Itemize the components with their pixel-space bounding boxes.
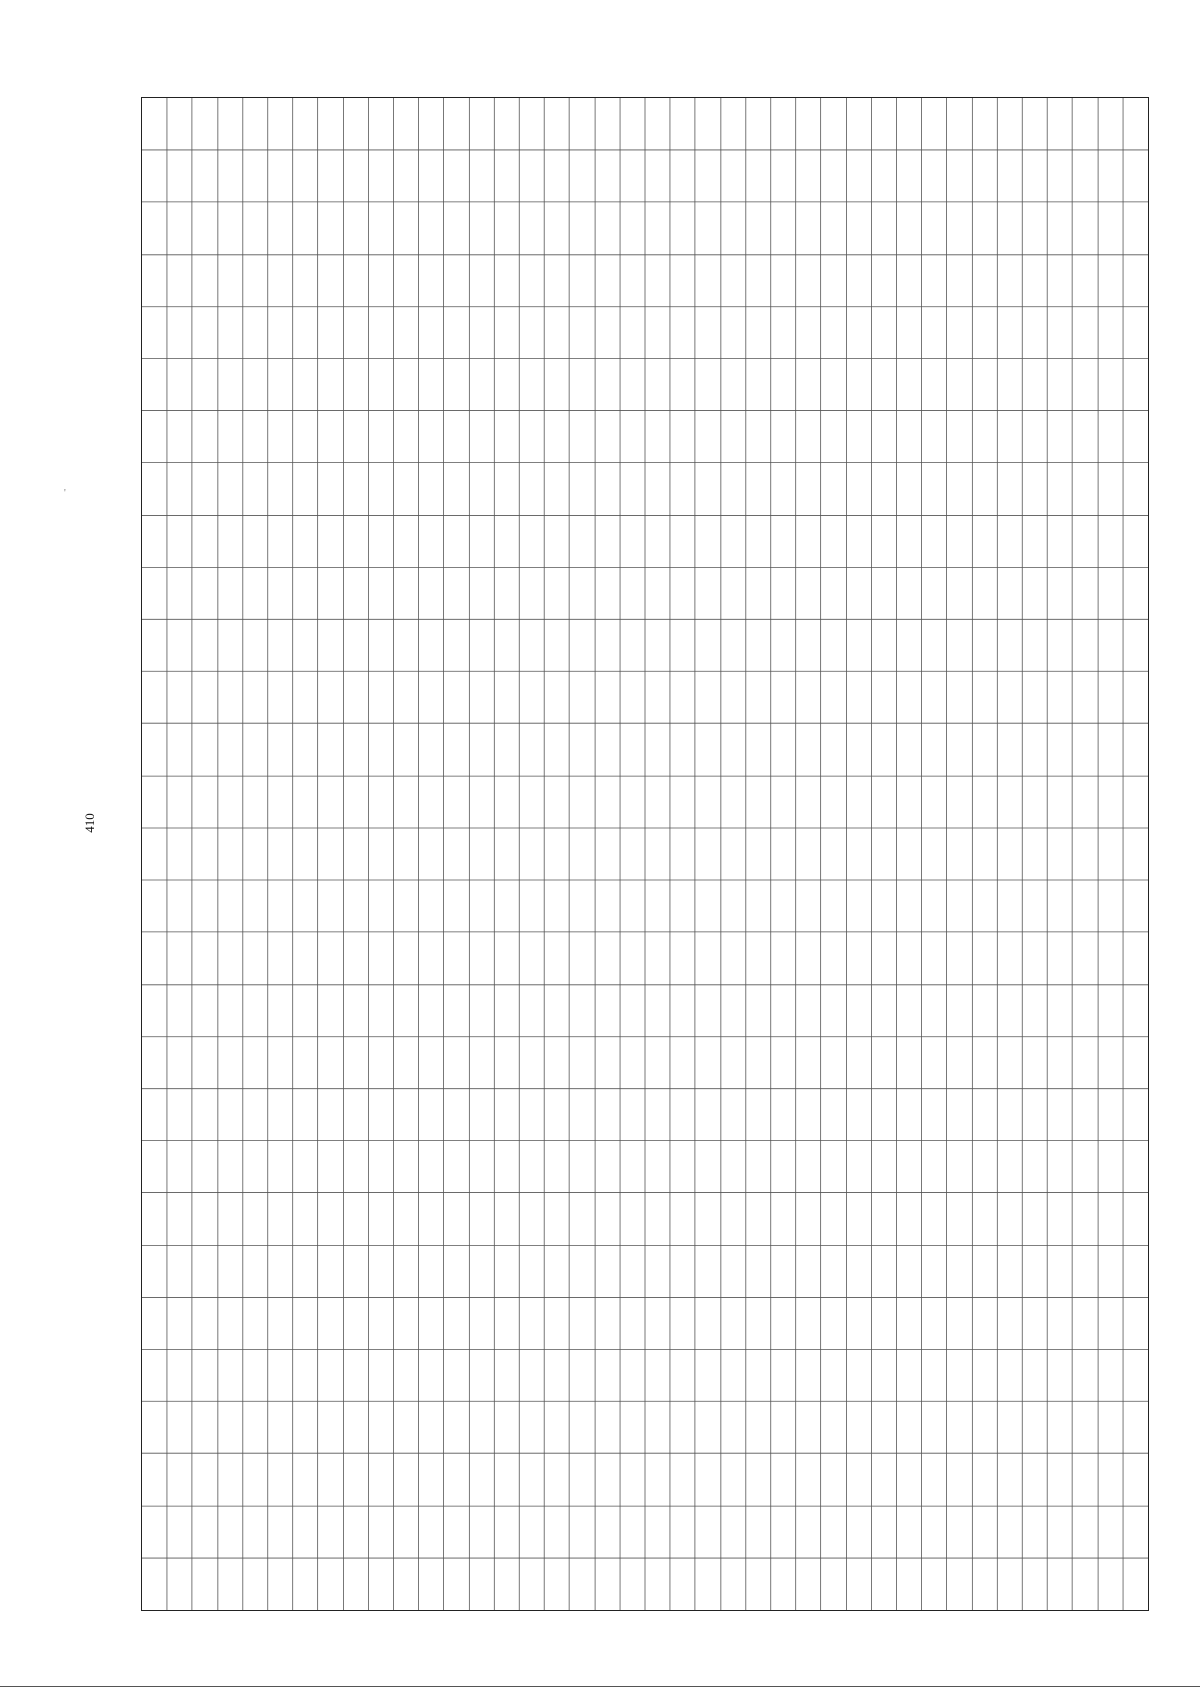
stray-mark: ' xyxy=(64,488,66,499)
table-grid xyxy=(142,98,1148,1610)
bottom-rule xyxy=(0,1686,1200,1687)
page-number: 410 xyxy=(82,813,97,833)
data-table-frame xyxy=(141,97,1149,1611)
